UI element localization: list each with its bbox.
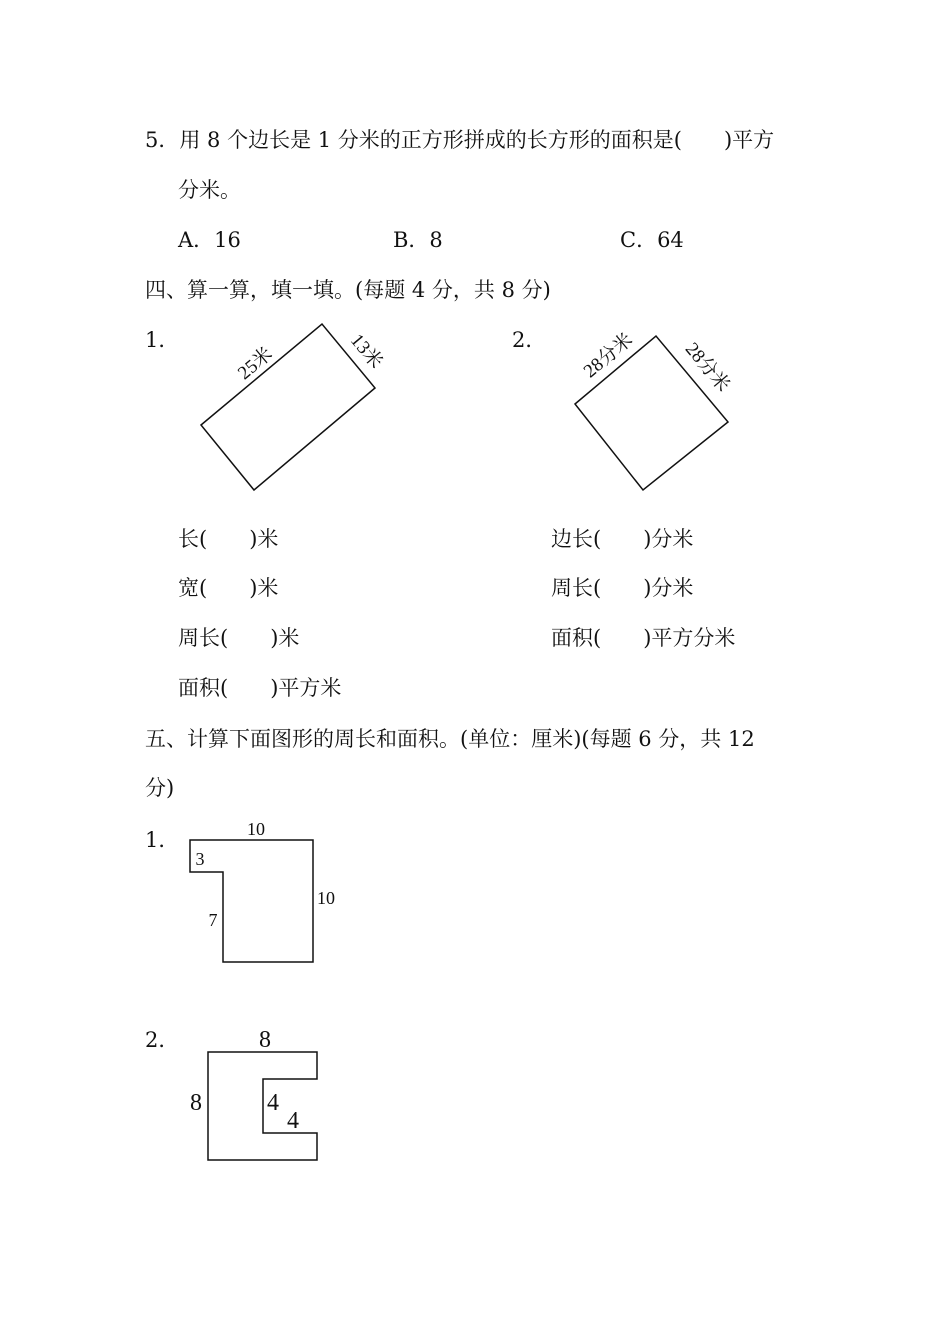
q5-option-a: A．16 bbox=[178, 228, 241, 252]
rotated-rectangle bbox=[201, 324, 375, 490]
label-square-left: 28分米 bbox=[579, 329, 638, 383]
fig2-label-inner-side: 4 bbox=[267, 1090, 279, 1116]
blank-area: 面积( )平方米 bbox=[178, 676, 342, 700]
blank-length: 长( )米 bbox=[178, 527, 279, 551]
q5-option-b: B．8 bbox=[393, 228, 443, 252]
fig1-label-notch: 3 bbox=[195, 849, 205, 869]
fig1-label-top: 10 bbox=[247, 819, 265, 839]
section5-heading-line1: 五、计算下面图形的周长和面积。(单位：厘米)(每题 6 分，共 12 bbox=[145, 727, 755, 751]
label-long-side: 25米 bbox=[234, 343, 277, 385]
section5-p1-number: 1． bbox=[145, 828, 180, 852]
fig2-label-inner-depth: 4 bbox=[287, 1108, 299, 1134]
section4-p2-number: 2． bbox=[512, 328, 547, 352]
label-short-side: 13米 bbox=[345, 330, 387, 373]
q5-line2: 分米。 bbox=[178, 178, 241, 202]
section5-p2-number: 2． bbox=[145, 1028, 180, 1052]
blank-side: 边长( )分米 bbox=[551, 527, 694, 551]
blank-width: 宽( )米 bbox=[178, 576, 279, 600]
blank-square-area: 面积( )平方分米 bbox=[551, 626, 736, 650]
notched-shape bbox=[190, 840, 313, 962]
section5-heading-line2: 分) bbox=[145, 776, 175, 800]
q5-option-c: C．64 bbox=[620, 228, 684, 252]
q5-line1: 5．用 8 个边长是 1 分米的正方形拼成的长方形的面积是( )平方 bbox=[145, 128, 775, 152]
fig2-label-left: 8 bbox=[190, 1090, 202, 1116]
fig1-label-left: 7 bbox=[208, 910, 218, 930]
blank-perimeter: 周长( )米 bbox=[178, 626, 300, 650]
fig2-label-top: 8 bbox=[259, 1027, 271, 1053]
section4-heading: 四、算一算，填一填。(每题 4 分，共 8 分) bbox=[145, 278, 551, 302]
c-shape bbox=[208, 1052, 317, 1160]
blank-square-perimeter: 周长( )分米 bbox=[551, 576, 694, 600]
label-square-right: 28分米 bbox=[680, 338, 734, 397]
section4-p1-number: 1． bbox=[145, 328, 180, 352]
fig1-label-right: 10 bbox=[317, 888, 335, 908]
